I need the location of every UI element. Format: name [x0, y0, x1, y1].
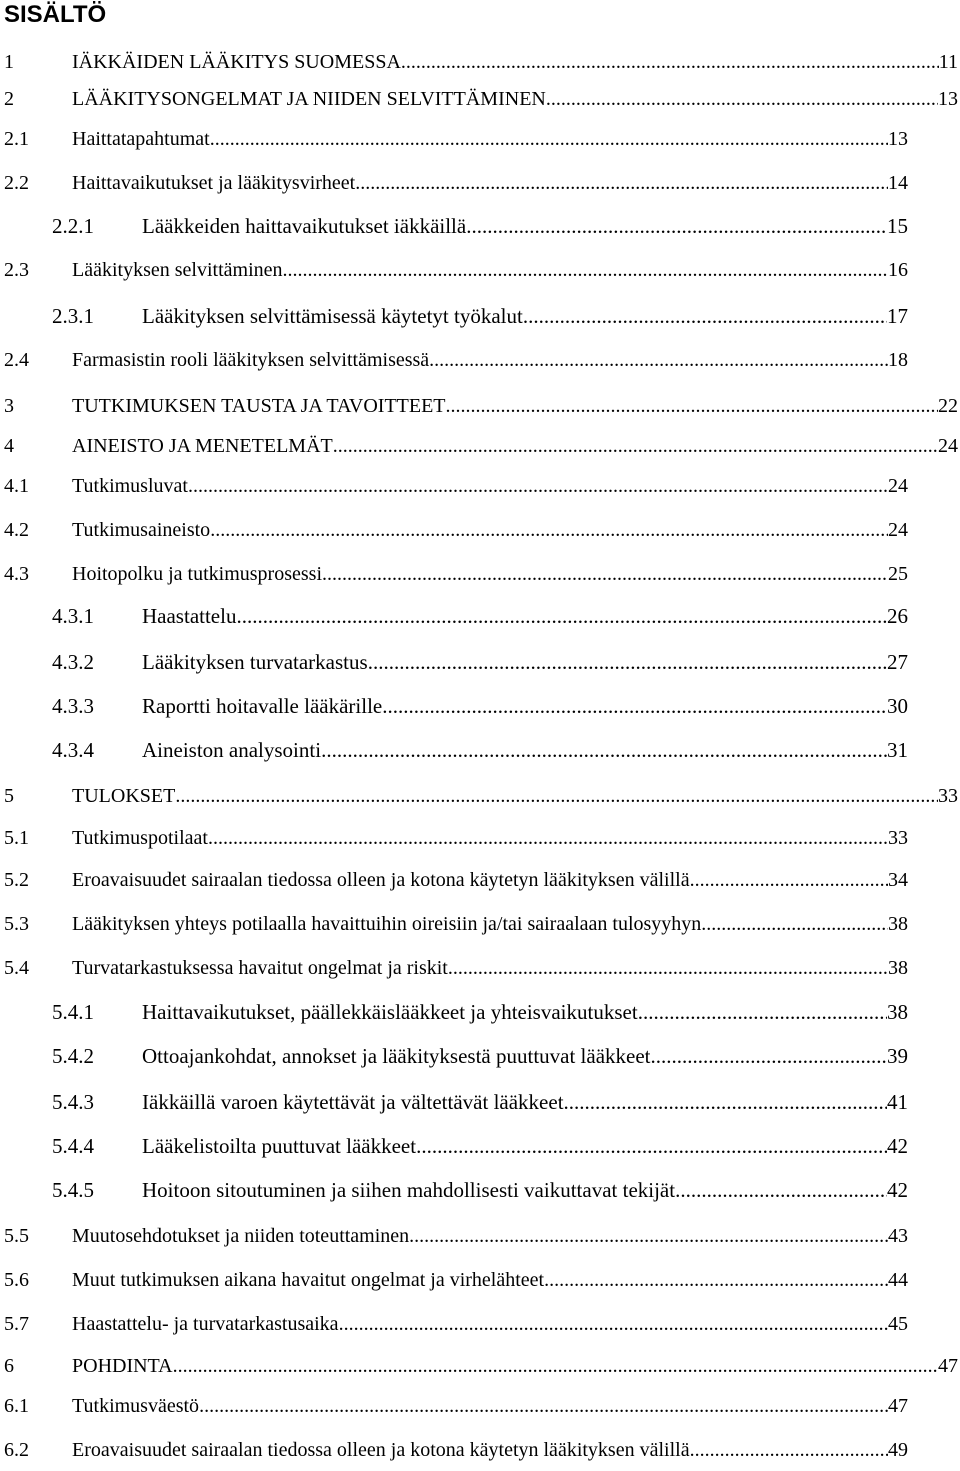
toc-entry-title: TUTKIMUKSEN TAUSTA JA TAVOITTEET	[72, 395, 446, 417]
toc-entry-title: Hoitopolku ja tutkimusprosessi	[72, 563, 322, 585]
toc-entry-page: 30	[887, 694, 908, 718]
dot-leader	[199, 1394, 888, 1418]
toc-entry-number: 1	[4, 51, 14, 73]
dot-leader	[333, 434, 938, 458]
toc-entry-number: 4	[4, 435, 14, 457]
toc-entry[interactable]	[4, 127, 908, 151]
dot-leader	[564, 1090, 887, 1114]
toc-entry-page: 42	[887, 1134, 908, 1158]
toc-entry[interactable]	[4, 1354, 958, 1378]
toc-entry-title: Lääkityksen yhteys potilaalla havaittuihin oireisiin ja/tai sairaalaan tulosyyhyn	[72, 913, 702, 935]
toc-entry-title: Muut tutkimuksen aikana havaitut ongelmat ja virhelähteet	[72, 1269, 545, 1291]
dot-leader	[690, 1438, 888, 1462]
toc-entry-page: 11	[938, 51, 958, 73]
toc-entry-title: POHDINTA	[72, 1355, 173, 1377]
toc-entry[interactable]	[4, 394, 958, 418]
dot-leader	[690, 868, 888, 892]
toc-entry-page: 15	[887, 214, 908, 238]
toc-entry-number: 4.3.3	[52, 694, 94, 718]
toc-entry-page: 24	[888, 519, 908, 541]
toc-entry-number: 3	[4, 395, 14, 417]
toc-entry-number: 5.4.1	[52, 1000, 94, 1024]
toc-entry-number: 2.2.1	[52, 214, 94, 238]
toc-entry-title: Haittavaikutukset, päällekkäislääkkeet ja yhteisvaikutukset	[142, 1000, 638, 1024]
toc-entry[interactable]	[4, 826, 908, 850]
toc-entry-page: 16	[888, 259, 908, 281]
dot-leader	[401, 50, 939, 74]
toc-entry-number: 5	[4, 785, 14, 807]
toc-entry-page: 42	[887, 1178, 908, 1202]
toc-entry-title: IÄKKÄIDEN LÄÄKITYS SUOMESSA	[72, 51, 401, 73]
toc-entry-number: 5.4.5	[52, 1178, 94, 1202]
toc-entry-number: 6	[4, 1355, 14, 1377]
dot-leader	[210, 127, 888, 151]
toc-entry-title: Lääkkeiden haittavaikutukset iäkkäillä	[142, 214, 467, 238]
toc-entry-title: Hoitoon sitoutuminen ja siihen mahdollisesti vaikuttavat tekijät	[142, 1178, 676, 1202]
toc-entry[interactable]	[4, 1394, 908, 1418]
toc-entry-title: Haastattelu	[142, 604, 237, 628]
toc-entry-number: 2.4	[4, 349, 29, 371]
toc-entry-title: Haastattelu- ja turvatarkastusaika	[72, 1313, 339, 1335]
toc-entry-title: Lääkityksen selvittäminen	[72, 259, 283, 281]
toc-entry-title: Haittatapahtumat	[72, 128, 210, 150]
toc-entry-page: 47	[938, 1355, 958, 1377]
toc-entry[interactable]	[52, 694, 908, 718]
dot-leader	[448, 956, 888, 980]
toc-entry-number: 2.3.1	[52, 304, 94, 328]
dot-leader	[173, 1354, 938, 1378]
toc-entry-title: Tutkimusväestö	[72, 1395, 200, 1417]
dot-leader	[368, 650, 887, 674]
toc-entry-number: 4.3.2	[52, 650, 94, 674]
toc-entry[interactable]	[4, 912, 908, 936]
toc-entry-number: 5.1	[4, 827, 29, 849]
toc-entry-title: Turvatarkastuksessa havaitut ongelmat ja riskit	[72, 957, 448, 979]
toc-entry-number: 6.1	[4, 1395, 29, 1417]
toc-entry-number: 2.3	[4, 259, 29, 281]
toc-entry-number: 2	[4, 88, 14, 110]
toc-entry-number: 6.2	[4, 1439, 29, 1461]
dot-leader	[321, 738, 887, 762]
toc-entry-title: Ottoajankohdat, annokset ja lääkityksestä puuttuvat lääkkeet	[142, 1044, 651, 1068]
toc-entry-page: 24	[938, 435, 958, 457]
toc-entry[interactable]	[4, 1438, 908, 1462]
dot-leader	[355, 171, 888, 195]
toc-entry[interactable]	[4, 171, 908, 195]
toc-entry[interactable]	[4, 1224, 908, 1248]
toc-entry[interactable]	[4, 1312, 908, 1336]
toc-entry-title: Muutosehdotukset ja niiden toteuttaminen	[72, 1225, 410, 1247]
toc-entry-page: 26	[887, 604, 908, 628]
dot-leader	[409, 1224, 888, 1248]
toc-entry-number: 5.5	[4, 1225, 29, 1247]
toc-entry-page: 18	[888, 349, 908, 371]
toc-heading: SISÄLTÖ	[4, 1, 107, 28]
toc-entry-page: 49	[888, 1439, 908, 1461]
toc-entry-number: 4.3.1	[52, 604, 94, 628]
toc-entry-number: 5.4.4	[52, 1134, 94, 1158]
dot-leader	[175, 784, 938, 808]
toc-entry-number: 5.4.3	[52, 1090, 94, 1114]
toc-entry-title: Lääkelistoilta puuttuvat lääkkeet	[142, 1134, 417, 1158]
toc-entry-page: 41	[887, 1090, 908, 1114]
toc-entry[interactable]	[4, 87, 958, 111]
toc-entry-number: 4.3	[4, 563, 29, 585]
toc-entry-number: 5.3	[4, 913, 29, 935]
toc-entry[interactable]	[52, 1178, 908, 1202]
dot-leader	[208, 826, 888, 850]
toc-entry-page: 31	[887, 738, 908, 762]
toc-entry-number: 2.2	[4, 172, 29, 194]
toc-entry-title: Haittavaikutukset ja lääkitysvirheet	[72, 172, 356, 194]
dot-leader	[701, 912, 888, 936]
dot-leader	[638, 1000, 887, 1024]
toc-entry[interactable]	[4, 348, 908, 372]
toc-entry[interactable]	[4, 518, 908, 542]
toc-entry[interactable]	[52, 1090, 908, 1114]
toc-entry-number: 5.4.2	[52, 1044, 94, 1068]
dot-leader	[429, 348, 888, 372]
toc-entry[interactable]	[4, 562, 908, 586]
toc-entry-number: 4.3.4	[52, 738, 94, 762]
toc-entry-page: 44	[888, 1269, 908, 1291]
dot-leader	[322, 562, 888, 586]
dot-leader	[523, 304, 887, 328]
toc-entry[interactable]	[52, 304, 908, 328]
toc-entry-title: Tutkimusluvat	[72, 475, 188, 497]
toc-entry-title: Tutkimusaineisto	[72, 519, 211, 541]
dot-leader	[651, 1044, 887, 1068]
toc-entry-page: 38	[887, 1000, 908, 1024]
toc-entry-page: 13	[938, 88, 958, 110]
dot-leader	[210, 518, 888, 542]
toc-entry-number: 2.1	[4, 128, 29, 150]
toc-entry-title: Lääkityksen selvittämisessä käytetyt työkalut	[142, 304, 523, 328]
dot-leader	[339, 1312, 888, 1336]
toc-entry-page: 34	[888, 869, 908, 891]
toc-entry-title: Raportti hoitavalle lääkärille	[142, 694, 383, 718]
toc-entry-page: 45	[888, 1313, 908, 1335]
toc-entry-title: LÄÄKITYSONGELMAT JA NIIDEN SELVITTÄMINEN	[72, 88, 546, 110]
toc-entry-number: 5.6	[4, 1269, 29, 1291]
toc-entry[interactable]	[4, 474, 908, 498]
dot-leader	[544, 1268, 888, 1292]
dot-leader	[236, 604, 887, 628]
toc-entry-page: 27	[887, 650, 908, 674]
toc-entry-page: 24	[888, 475, 908, 497]
toc-entry-title: TULOKSET	[72, 785, 176, 807]
toc-entry[interactable]	[52, 1134, 908, 1158]
toc-entry-number: 4.2	[4, 519, 29, 541]
toc-entry-number: 5.4	[4, 957, 29, 979]
toc-entry-page: 39	[887, 1044, 908, 1068]
dot-leader	[546, 87, 938, 111]
dot-leader	[382, 694, 887, 718]
toc-entry-title: Eroavaisuudet sairaalan tiedossa olleen ja kotona käytetyn lääkityksen välillä	[72, 1439, 690, 1461]
toc-entry-number: 4.1	[4, 475, 29, 497]
dot-leader	[188, 474, 888, 498]
toc-entry[interactable]	[4, 868, 908, 892]
toc-entry-title: Aineiston analysointi	[142, 738, 322, 762]
toc-entry-page: 43	[888, 1225, 908, 1247]
toc-entry-title: AINEISTO JA MENETELMÄT	[72, 435, 333, 457]
toc-entry-page: 38	[888, 913, 908, 935]
toc-entry-title: Farmasistin rooli lääkityksen selvittämisessä	[72, 349, 430, 371]
toc-entry[interactable]	[4, 784, 958, 808]
toc-entry[interactable]	[52, 214, 908, 238]
toc-entry[interactable]	[4, 1268, 908, 1292]
toc-entry-title: Lääkityksen turvatarkastus	[142, 650, 368, 674]
toc-entry[interactable]	[4, 434, 958, 458]
toc-entry-page: 47	[888, 1395, 908, 1417]
toc-entry[interactable]	[52, 604, 908, 628]
dot-leader	[675, 1178, 887, 1202]
dot-leader	[283, 258, 889, 282]
toc-entry[interactable]	[52, 1044, 908, 1068]
toc-entry[interactable]	[52, 1000, 908, 1024]
toc-entry-title: Eroavaisuudet sairaalan tiedossa olleen ja kotona käytetyn lääkityksen välillä	[72, 869, 690, 891]
toc-entry[interactable]	[4, 258, 908, 282]
toc-entry-page: 38	[888, 957, 908, 979]
toc-entry-page: 33	[888, 827, 908, 849]
toc-entry[interactable]	[52, 738, 908, 762]
toc-entry[interactable]	[52, 650, 908, 674]
toc-entry[interactable]	[4, 50, 958, 74]
dot-leader	[416, 1134, 887, 1158]
toc-entry-title: Tutkimuspotilaat	[72, 827, 208, 849]
toc-entry-number: 5.7	[4, 1313, 29, 1335]
toc-entry-page: 17	[887, 304, 908, 328]
toc-entry-title: Iäkkäillä varoen käytettävät ja vältettävät lääkkeet	[142, 1090, 564, 1114]
toc-entry-page: 13	[888, 128, 908, 150]
dot-leader	[466, 214, 887, 238]
toc-entry-page: 22	[938, 395, 958, 417]
toc-entry-page: 33	[938, 785, 958, 807]
dot-leader	[446, 394, 938, 418]
toc-entry-number: 5.2	[4, 869, 29, 891]
toc-entry[interactable]	[4, 956, 908, 980]
toc-entry-page: 14	[888, 172, 908, 194]
toc-entry-page: 25	[888, 563, 908, 585]
